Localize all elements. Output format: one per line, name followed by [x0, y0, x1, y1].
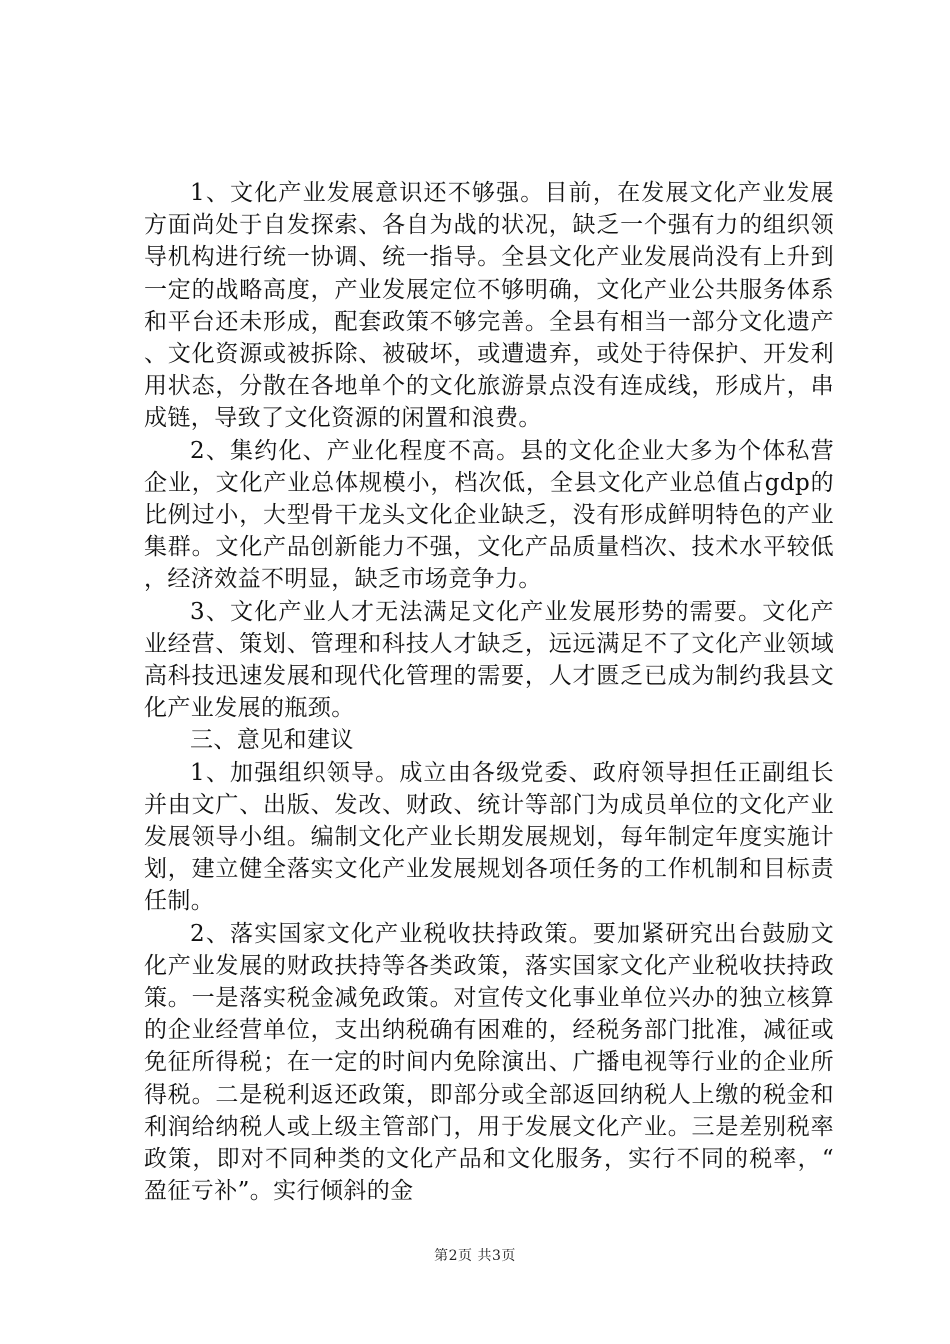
paragraph-intensification: 2、集约化、产业化程度不高。县的文化企业大多为个体私营企业，文化产业总体规模小，档次低，全县文化产业总值占gdp的比例过小，大型骨干龙头文化企业缺乏，没有形成鲜明特色的产业集群。文化产品创新能力不强，文化产品质量档次、技术水平较低，经济效益不明显，缺乏市场竞争力。 — [144, 437, 834, 593]
document-body — [144, 177, 834, 1208]
paragraph-talent: 3、文化产业人才无法满足文化产业发展形势的需要。文化产业经营、策划、管理和科技人才缺乏，远远满足不了文化产业领域高科技迅速发展和现代化管理的需要，人才匮乏已成为制约我县文化产业发展的瓶颈。 — [144, 598, 834, 722]
paragraph-tax-policy: 2、落实国家文化产业税收扶持政策。要加紧研究出台鼓励文化产业发展的财政扶持等各类政策，落实国家文化产业税收扶持政策。一是落实税金减免政策。对宣传文化事业单位兴办的独立核算的企业经营单位，支出纳税确有困难的，经税务部门批准，减征或免征所得税；在一定的时间内免除演出、广播电视等行业的企业所得税。二是税利返还政策，即部分或全部返回纳税人上缴的税金和利润给纳税人或上级主管部门，用于发展文化产业。三是差别税率政策，即对不同种类的文化产品和文化服务，实行不同的税率，“盈征亏补”。实行倾斜的金 — [144, 920, 834, 1205]
section-heading-suggestions: 三、意见和建议 — [190, 727, 354, 754]
paragraph-leadership: 1、加强组织领导。成立由各级党委、政府领导担任正副组长并由文广、出版、发改、财政、统计等部门为成员单位的文化产业发展领导小组。编制文化产业长期发展规划，每年制定年度实施计划，建立健全落实文化产业发展规划各项任务的工作机制和目标责任制。 — [144, 759, 834, 915]
page-number-footer: 第2页 共3页 — [434, 1248, 516, 1264]
paragraph-awareness: 1、文化产业发展意识还不够强。目前，在发展文化产业发展方面尚处于自发探索、各自为战的状况，缺乏一个强有力的组织领导机构进行统一协调、统一指导。全县文化产业发展尚没有上升到一定的战略高度，产业发展定位不够明确，文化产业公共服务体系和平台还未形成，配套政策不够完善。全县有相当一部分文化遗产、文化资源或被拆除、被破坏，或遭遗弃，或处于待保护、开发利用状态，分散在各地单个的文化旅游景点没有连成线，形成片，串成链，导致了文化资源的闲置和浪费。 — [144, 180, 834, 432]
